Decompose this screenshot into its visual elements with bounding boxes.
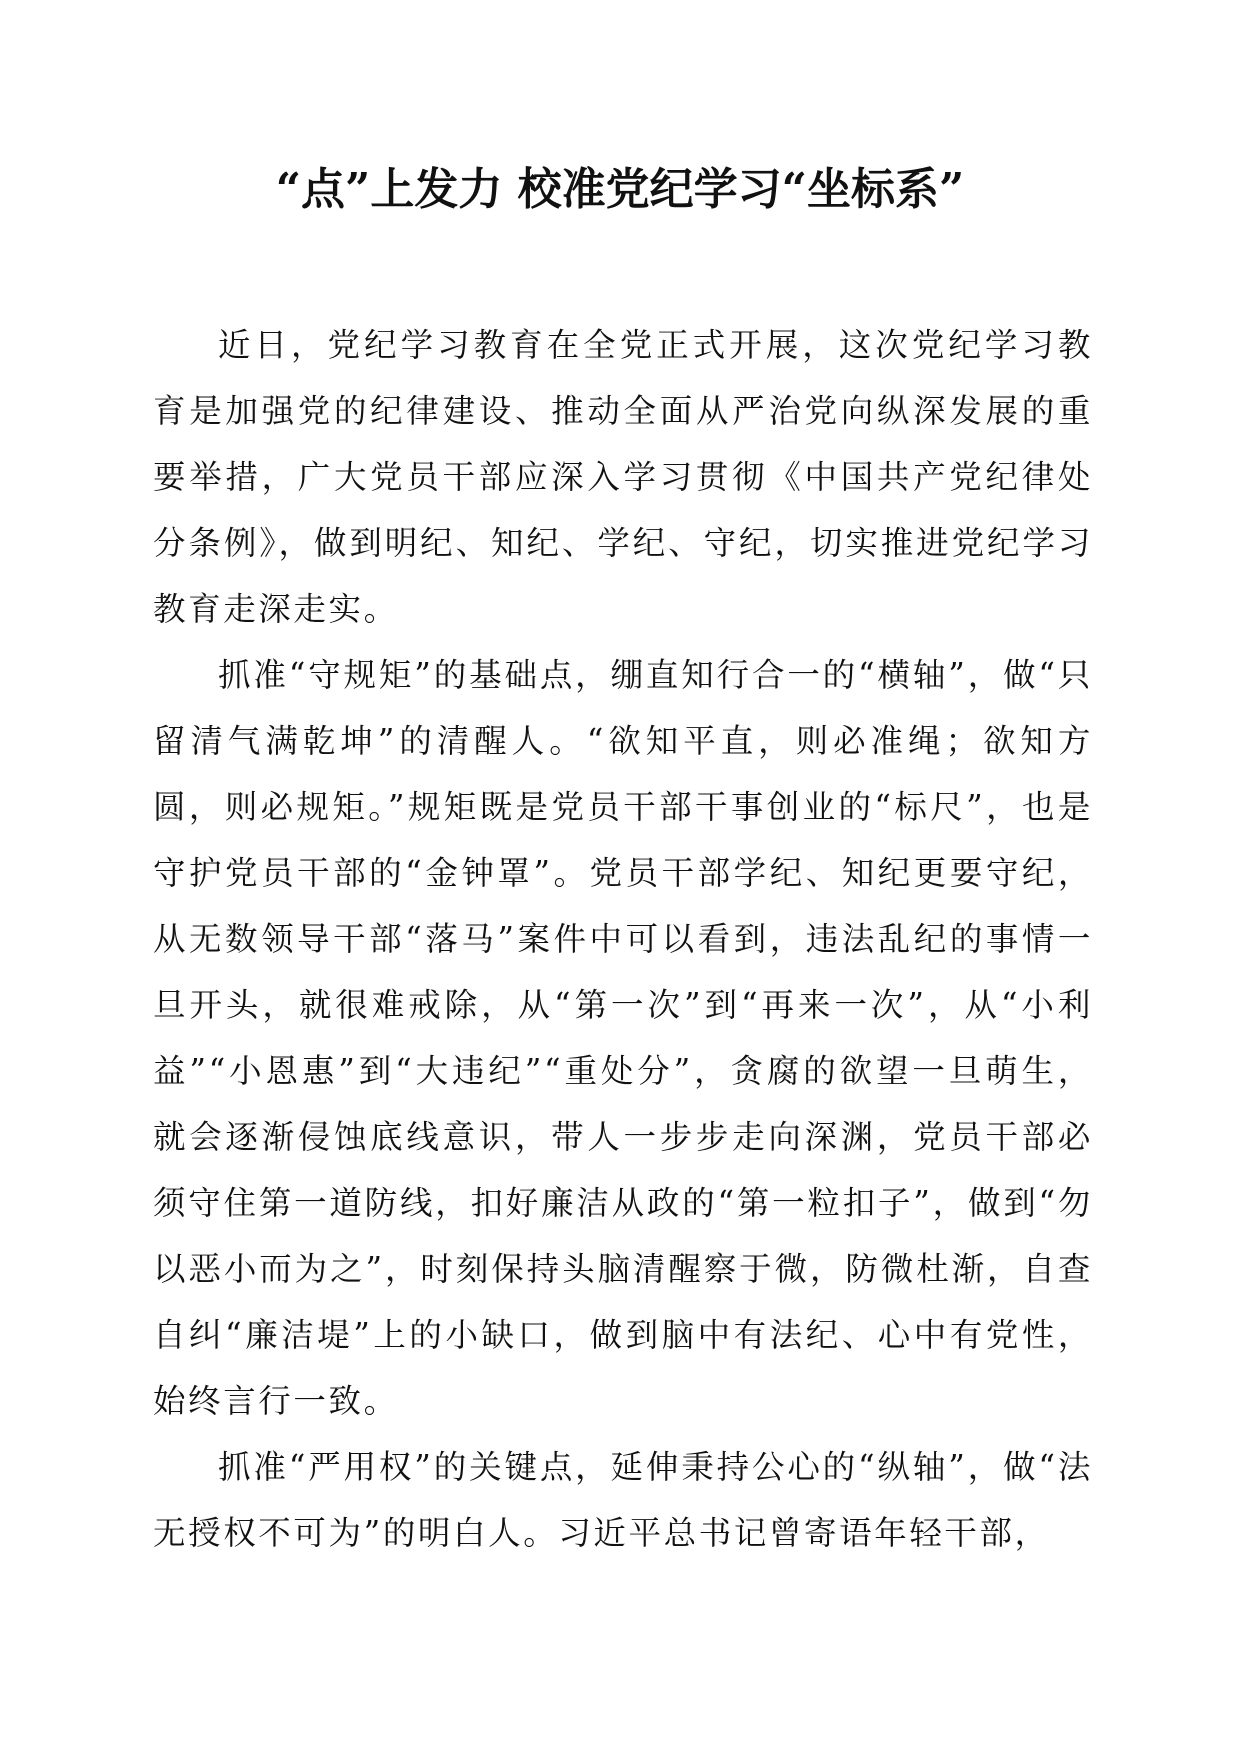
paragraph-power: 抓准“严用权”的关键点，延伸秉持公心的“纵轴”，做“法无授权不可为”的明白人。习近平总书记曾寄语年轻干部， xyxy=(153,1448,1093,1552)
paragraph-rules: 抓准“守规矩”的基础点，绷直知行合一的“横轴”，做“只留清气满乾坤”的清醒人。“欲知平直，则必准绳；欲知方圆，则必规矩。”规矩既是党员干部干事创业的“标尺”，也是守护党员干部的“金钟罩”。党员干部学纪、知纪更要守纪，从无数领导干部“落马”案件中可以看到，违法乱纪的事情一旦开头，就很难戒除，从“第一次”到“再来一次”，从“小利益”“小恩惠”到“大违纪”“重处分”，贪腐的欲望一旦萌生，就会逐渐侵蚀底线意识，带人一步步走向深渊，党员干部必须守住第一道防线，扣好廉洁从政的“第一粒扣子”，做到“勿以恶小而为之”，时刻保持头脑清醒察于微，防微杜渐，自查自纠“廉洁堤”上的小缺口，做到脑中有法纪、心中有党性，始终言行一致。 xyxy=(153,656,1093,1420)
document-title: “点”上发力 校准党纪学习“坐标系” xyxy=(275,164,965,215)
document-body xyxy=(153,312,1093,1566)
paragraph-intro: 近日，党纪学习教育在全党正式开展，这次党纪学习教育是加强党的纪律建设、推动全面从严治党向纵深发展的重要举措，广大党员干部应深入学习贯彻《中国共产党纪律处分条例》，做到明纪、知纪、学纪、守纪，切实推进党纪学习教育走深走实。 xyxy=(153,326,1093,628)
